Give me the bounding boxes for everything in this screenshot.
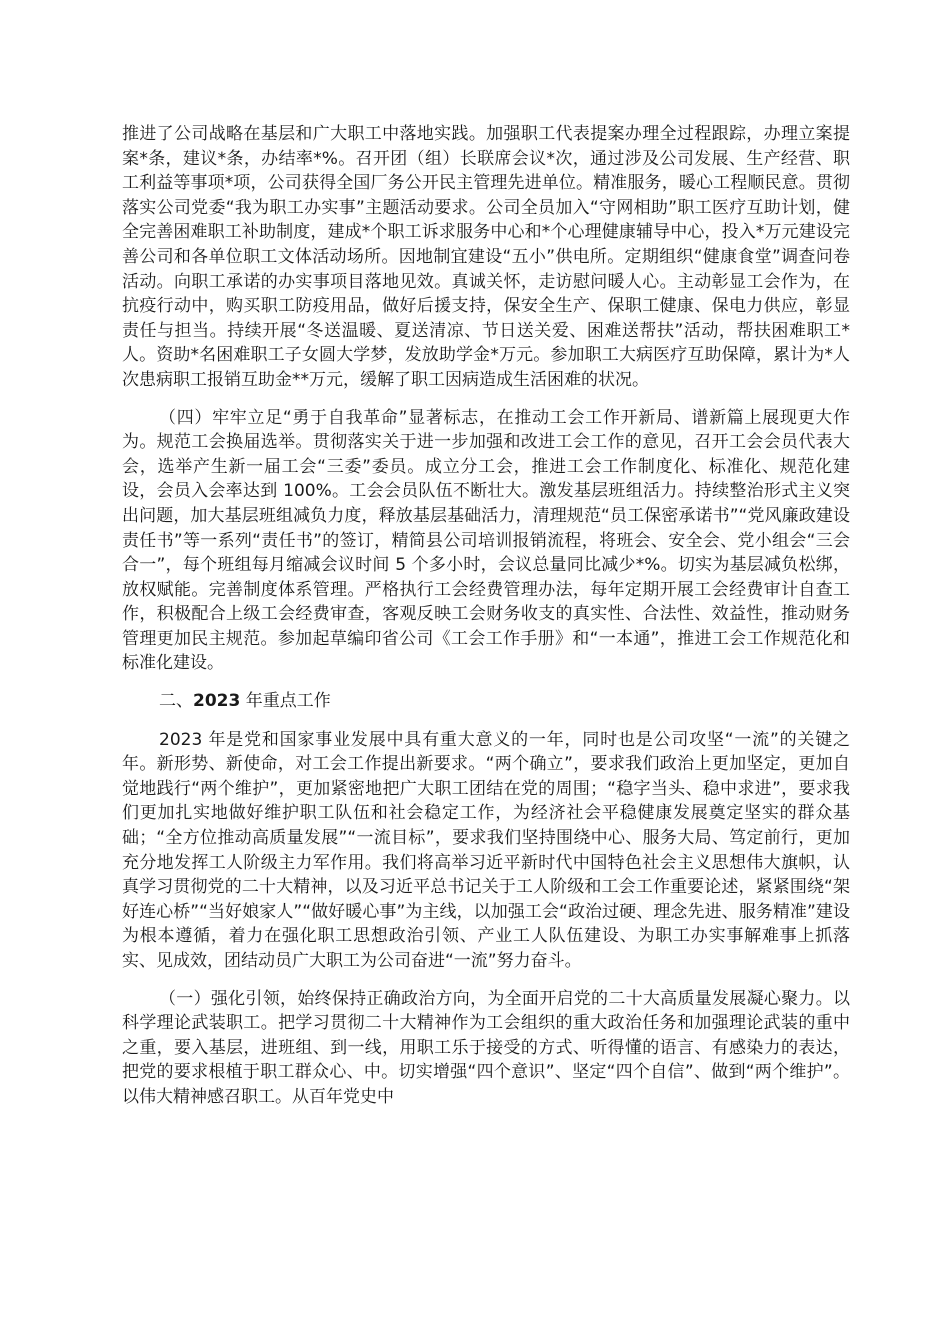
section-heading <box>122 689 850 714</box>
section-heading-year: 2023 <box>193 691 241 712</box>
body-paragraph-3: 2023 年是党和国家事业发展中具有重大意义的一年，同时也是公司攻坚“一流”的关键之年。新形势、新使命，对工会工作提出新要求。“两个确立”，要求我们政治上更加坚定，更加自觉地践行“两个维护”，更加紧密地把广大职工团结在党的周围；“稳字当头、稳中求进”，要求我们更加扎实地做好维护职工队伍和社会稳定工作，为经济社会平稳健康发展奠定坚实的群众基础；“全方位推动高质量发展”“一流目标”，要求我们坚持围绕中心、服务大局、笃定前行，更加充分地发挥工人阶级主力军作用。我们将高举习近平新时代中国特色社会主义思想伟大旗帜，认真学习贯彻党的二十大精神，以及习近平总书记关于工人阶级和工会工作重要论述，紧紧围绕“架好连心桥”“当好娘家人”“做好暖心事”为主线，以加强工会“政治过硬、理念先进、服务精准”建设为根本遵循，着力在强化职工思想政治引领、产业工人队伍建设、为职工办实事解难事上抓落实、见成效，团结动员广大职工为公司奋进“一流”努力奋斗。 <box>122 729 850 971</box>
section-heading-suffix: 年重点工作 <box>240 691 331 712</box>
document-page <box>122 122 850 1110</box>
section-heading-prefix: 二、 <box>159 691 193 712</box>
body-paragraph-4: （一）强化引领，始终保持正确政治方向，为全面开启党的二十大高质量发展凝心聚力。以科学理论武装职工。把学习贯彻二十大精神作为工会组织的重大政治任务和加强理论武装的重中之重，要入基层，进班组、到一线，用职工乐于接受的方式、听得懂的语言、有感染力的表达，把党的要求根植于职工群众心、中。切实增强“四个意识”、坚定“四个自信”、做到“两个维护”。以伟大精神感召职工。从百年党史中 <box>122 988 850 1107</box>
body-paragraph-1: 推进了公司战略在基层和广大职工中落地实践。加强职工代表提案办理全过程跟踪，办理立案提案*条，建议*条，办结率*%。召开团（组）长联席会议*次，通过涉及公司发展、生产经营、职工利益等事项*项，公司获得全国厂务公开民主管理先进单位。精准服务，暖心工程顺民意。贯彻落实公司党委“我为职工办实事”主题活动要求。公司全员加入“守网相助”职工医疗互助计划，健全完善困难职工补助制度，建成*个职工诉求服务中心和*个心理健康辅导中心，投入*万元建设完善公司和各单位职工文体活动场所。因地制宜建设“五小”供电所。定期组织“健康食堂”调查问卷活动。向职工承诺的办实事项目落地见效。真诚关怀，走访慰问暖人心。主动彰显工会作为，在抗疫行动中，购买职工防疫用品，做好后援支持，保安全生产、保职工健康、保电力供应，彰显责任与担当。持续开展“冬送温暖、夏送清凉、节日送关爱、困难送帮扶”活动，帮扶困难职工*人。资助*名困难职工子女圆大学梦，发放助学金*万元。参加职工大病医疗互助保障，累计为*人次患病职工报销互助金**万元，缓解了职工因病造成生活困难的状况。 <box>122 124 850 390</box>
body-paragraph-2: （四）牢牢立足“勇于自我革命”显著标志，在推动工会工作开新局、谱新篇上展现更大作为。规范工会换届选举。贯彻落实关于进一步加强和改进工会工作的意见，召开工会会员代表大会，选举产生新一届工会“三委”委员。成立分工会，推进工会工作制度化、标准化、规范化建设，会员入会率达到 100%。工会会员队伍不断壮大。激发基层班组活力。持续整治形式主义突出问题，加大基层班组减负力度，释放基层基础活力，清理规范“员工保密承诺书”“党风廉政建设责任书”等一系列“责任书”的签订，精简县公司培训报销流程，将班会、安全会、党小组会“三会合一”，每个班组每月缩减会议时间 5 个多小时，会议总量同比减少*%。切实为基层减负松绑，放权赋能。完善制度体系管理。严格执行工会经费管理办法，每年定期开展工会经费审计自查工作，积极配合上级工会经费审查，客观反映工会财务收支的真实性、合法性、效益性，推动财务管理更加民主规范。参加起草编印省公司《工会工作手册》和“一本通”，推进工会工作规范化和标准化建设。 <box>122 407 850 674</box>
